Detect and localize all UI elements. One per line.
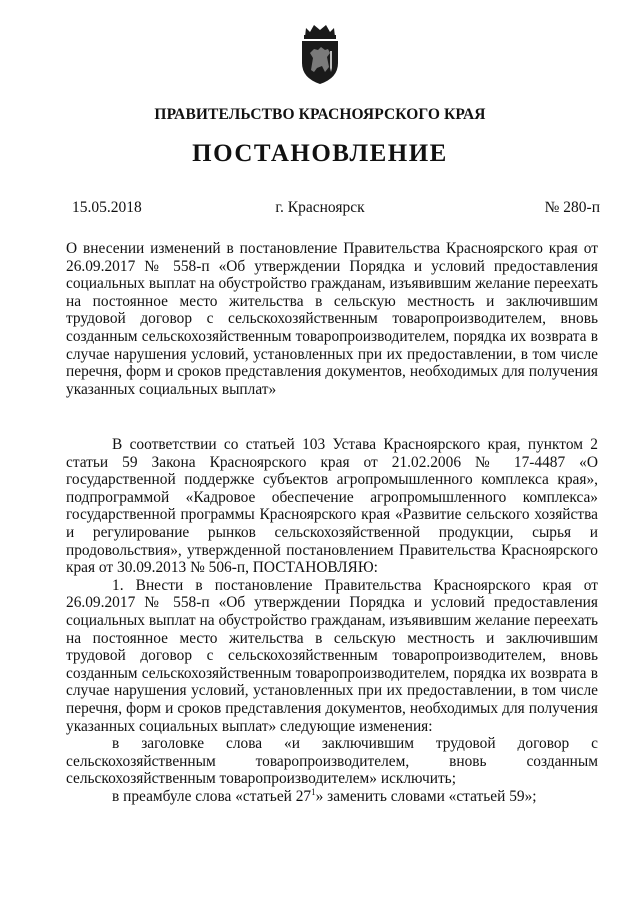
superscript-mark: 1 [311, 786, 316, 797]
change-preamble-text-start: в преамбуле слова «статьей 27 [112, 787, 312, 805]
document-subject: О внесении изменений в постановление Правительства Красноярского края от 26.09.2017 № 558-п «Об утверждении Порядка и условий предоставления социальных выплат на обустройство гражданам, изъявившим желание переехать на постоянное место жительства в сельскую местность и заключившим трудовой договор с сельскохозяйственным товаропроизводителем, вновь созданным сельскохозяйственным товаропроизводителем, порядка их возврата в случае нарушения условий, установленных при их предоставлении, в том числе перечня, форм и сроков представления документов, необходимых для получения указанных социальных выплат» [66, 240, 598, 398]
change-title-paragraph: в заголовке слова «и заключившим трудовой договор с сельскохозяйственным товаропроизводителем, вновь созданным сельскохозяйственным товаропроизводителем» исключить; [66, 735, 598, 788]
document-number: № 280-п [544, 199, 600, 216]
change-preamble-paragraph [66, 788, 598, 806]
change-preamble-text-end: » заменить словами «статьей 59»; [315, 787, 537, 805]
krasnoyarsk-coat-of-arms-icon [295, 20, 345, 86]
document-date: 15.05.2018 [72, 199, 142, 216]
government-title: ПРАВИТЕЛЬСТВО КРАСНОЯРСКОГО КРАЯ [154, 106, 486, 123]
document-type: ПОСТАНОВЛЕНИЕ [192, 140, 448, 167]
document-body [66, 436, 598, 805]
item-1-paragraph: 1. Внести в постановление Правительства Красноярского края от 26.09.2017 № 558-п «Об утверждении Порядка и условий предоставления социальных выплат на обустройство гражданам, изъявившим желание переехать на постоянное место жительства в сельскую местность и заключившим трудовой договор с сельскохозяйственным товаропроизводителем, вновь созданным сельскохозяйственным товаропроизводителем, порядка их возврата в случае нарушения условий, установленных при их предоставлении, в том числе перечня, форм и сроков представления документов, необходимых для получения указанных социальных выплат» следующие изменения: [66, 576, 598, 735]
preamble-paragraph: В соответствии со статьей 103 Устава Красноярского края, пунктом 2 статьи 59 Закона Красноярского края от 21.02.2006 № 17-4487 «О государственной поддержке субъектов агропромышленного комплекса края», подпрограммой «Кадровое обеспечение агропромышленного комплекса» государственной программы Красноярского края «Развитие сельского хозяйства и регулирование рынков сельскохозяйственной продукции, сырья и продовольствия», утвержденной постановлением Правительства Красноярского края от 30.09.2013 № 506-п, ПОСТАНОВЛЯЮ: [66, 436, 598, 577]
document-city: г. Красноярск [275, 199, 365, 216]
